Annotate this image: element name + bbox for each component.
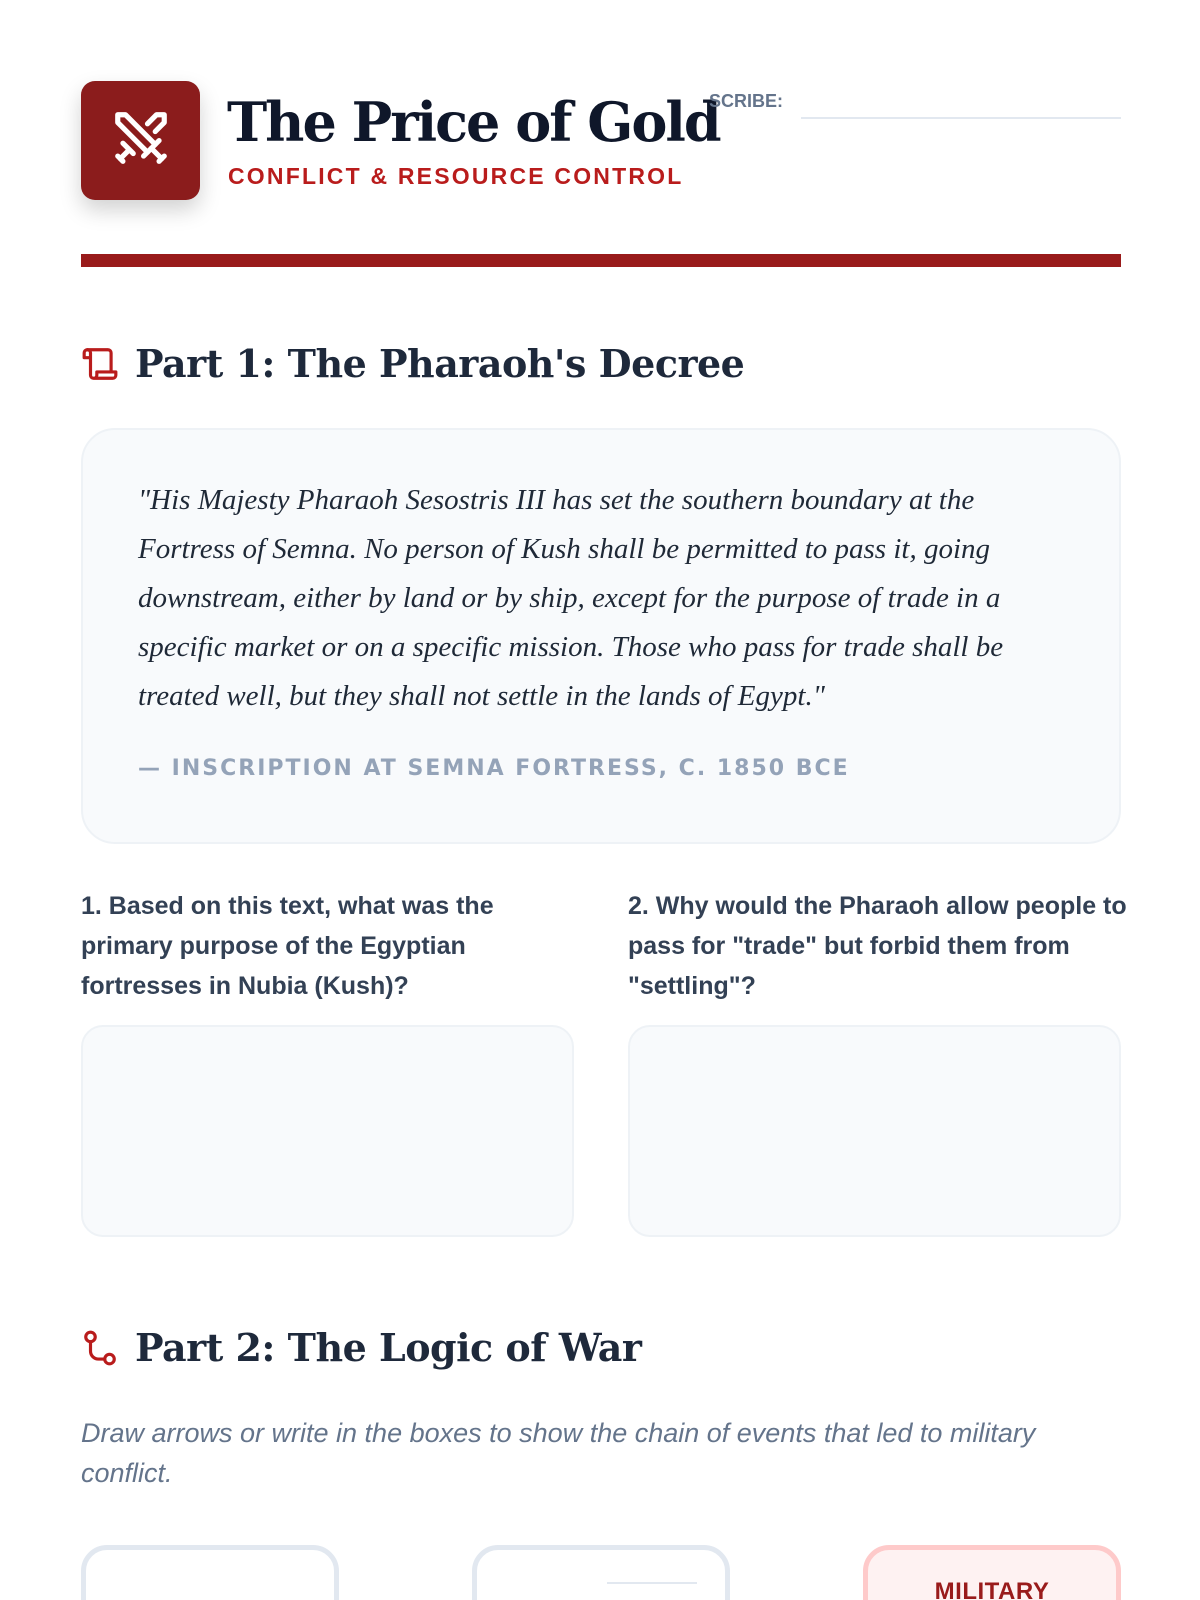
logo: [81, 81, 200, 200]
scroll-icon: [81, 345, 119, 383]
question-2: 2. Why would the Pharaoh allow people to pass for "trade" but forbid them from "settling"?: [628, 892, 1127, 1000]
part2-title: Part 2: The Logic of War: [135, 1325, 642, 1370]
page-subtitle: CONFLICT & RESOURCE CONTROL: [228, 163, 684, 189]
quote-source: — INSCRIPTION AT SEMNA FORTRESS, C. 1850 BCE: [138, 756, 850, 781]
chain-box-label: MILITARY: [934, 1578, 1050, 1600]
part1-heading: [81, 341, 744, 386]
crossed-swords-icon: [110, 107, 172, 174]
worksheet-header: [81, 81, 1121, 201]
decree-quote: "His Majesty Pharaoh Sesostris III has set the southern boundary at the Fortress of Semna. No person of Kush shall be permitted to pass it, going downstream, either by land or by ship, except for the purpose of trade in a specific market or on a specific mission. Those who pass for trade shall be treated well, but they shall not settle in the lands of Egypt.": [138, 484, 1004, 712]
part1-title: Part 1: The Pharaoh's Decree: [135, 341, 745, 386]
header-divider: [81, 254, 1121, 267]
part2-heading: [81, 1325, 641, 1370]
question-1: 1. Based on this text, what was the primary purpose of the Egyptian fortresses in Nubia (Kush)?: [81, 892, 494, 1000]
part2-instruction: Draw arrows or write in the boxes to show the chain of events that led to military conflict.: [81, 1418, 1036, 1488]
route-icon: [81, 1329, 119, 1367]
answer-box-2[interactable]: [628, 1025, 1121, 1237]
answer-box-1[interactable]: [81, 1025, 574, 1237]
decree-quote-box: [81, 428, 1121, 844]
chain-box-2[interactable]: [472, 1545, 730, 1600]
scribe-label: SCRIBE:: [709, 91, 784, 111]
chain-box-1[interactable]: [81, 1545, 339, 1600]
chain-box-military[interactable]: [863, 1545, 1121, 1600]
write-line: [607, 1582, 697, 1584]
page-title: The Price of Gold: [227, 90, 720, 154]
scribe-name-field[interactable]: [801, 117, 1121, 119]
